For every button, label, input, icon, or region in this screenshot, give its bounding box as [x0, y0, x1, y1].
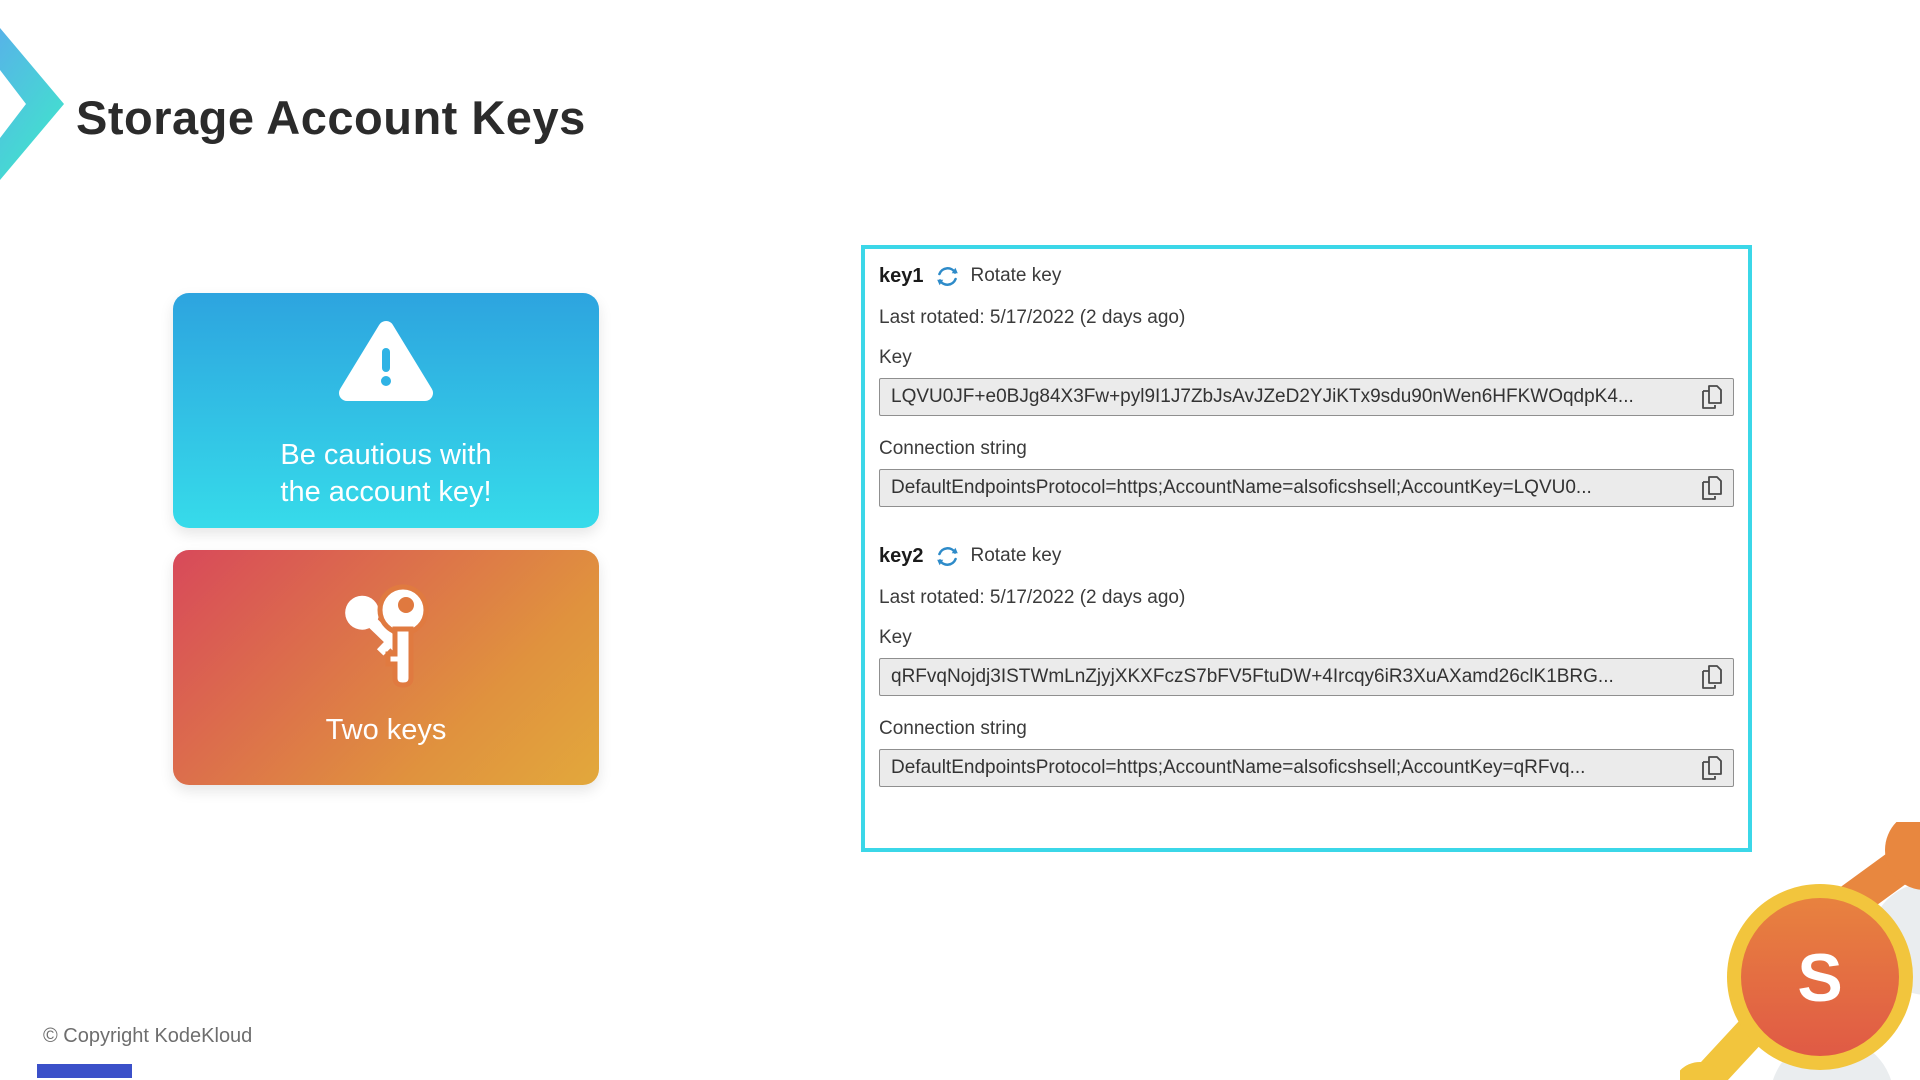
copy-icon — [1700, 755, 1724, 781]
rotate-key1-label: Rotate key — [970, 265, 1062, 286]
rotate-key-icon — [934, 263, 961, 290]
copy-key1-key-button[interactable] — [1699, 384, 1725, 410]
key1-key-field-wrap — [879, 378, 1734, 416]
copyright-text: © Copyright KodeKloud — [43, 1025, 253, 1047]
copy-icon — [1700, 384, 1724, 410]
key2-key-field-wrap — [879, 658, 1734, 696]
kodekloud-storage-logo — [1680, 822, 1920, 1080]
two-keys-card — [173, 550, 599, 785]
page-title: Storage Account Keys — [76, 91, 586, 144]
key1-connection-field-wrap — [879, 469, 1734, 507]
key2-connection-input[interactable] — [879, 749, 1734, 787]
key2-name: key2 — [879, 544, 924, 567]
key2-header-row — [879, 541, 1734, 571]
copy-icon — [1700, 664, 1724, 690]
caution-card — [173, 293, 599, 528]
key1-key-input[interactable] — [879, 378, 1734, 416]
logo-letter: S — [1797, 940, 1843, 1016]
key1-last-rotated: Last rotated: 5/17/2022 (2 days ago) — [879, 307, 1186, 328]
copy-key2-connection-button[interactable] — [1699, 755, 1725, 781]
key1-connection-input[interactable] — [879, 469, 1734, 507]
copy-icon — [1700, 475, 1724, 501]
access-keys-panel — [861, 245, 1752, 852]
rotate-key1-button[interactable] — [934, 263, 1062, 290]
video-progress-bar — [37, 1064, 132, 1078]
key1-key-label: Key — [879, 347, 912, 368]
two-keys-card-label: Two keys — [325, 714, 447, 747]
key2-last-rotated: Last rotated: 5/17/2022 (2 days ago) — [879, 587, 1186, 608]
key1-connection-label: Connection string — [879, 438, 1027, 459]
copy-key2-key-button[interactable] — [1699, 664, 1725, 690]
caution-card-label: Be cautious with the account key! — [280, 439, 492, 508]
key2-connection-field-wrap — [879, 749, 1734, 787]
warning-triangle-icon — [338, 311, 434, 411]
rotate-key-icon — [934, 543, 961, 570]
key2-connection-label: Connection string — [879, 718, 1027, 739]
key2-key-label: Key — [879, 627, 912, 648]
rotate-key2-button[interactable] — [934, 543, 1062, 570]
key2-key-input[interactable] — [879, 658, 1734, 696]
copy-key1-connection-button[interactable] — [1699, 475, 1725, 501]
chevron-right-logo-icon — [0, 24, 66, 182]
key1-header-row — [879, 261, 1734, 291]
rotate-key2-label: Rotate key — [970, 545, 1062, 566]
key1-name: key1 — [879, 264, 924, 287]
keys-icon — [330, 586, 442, 686]
